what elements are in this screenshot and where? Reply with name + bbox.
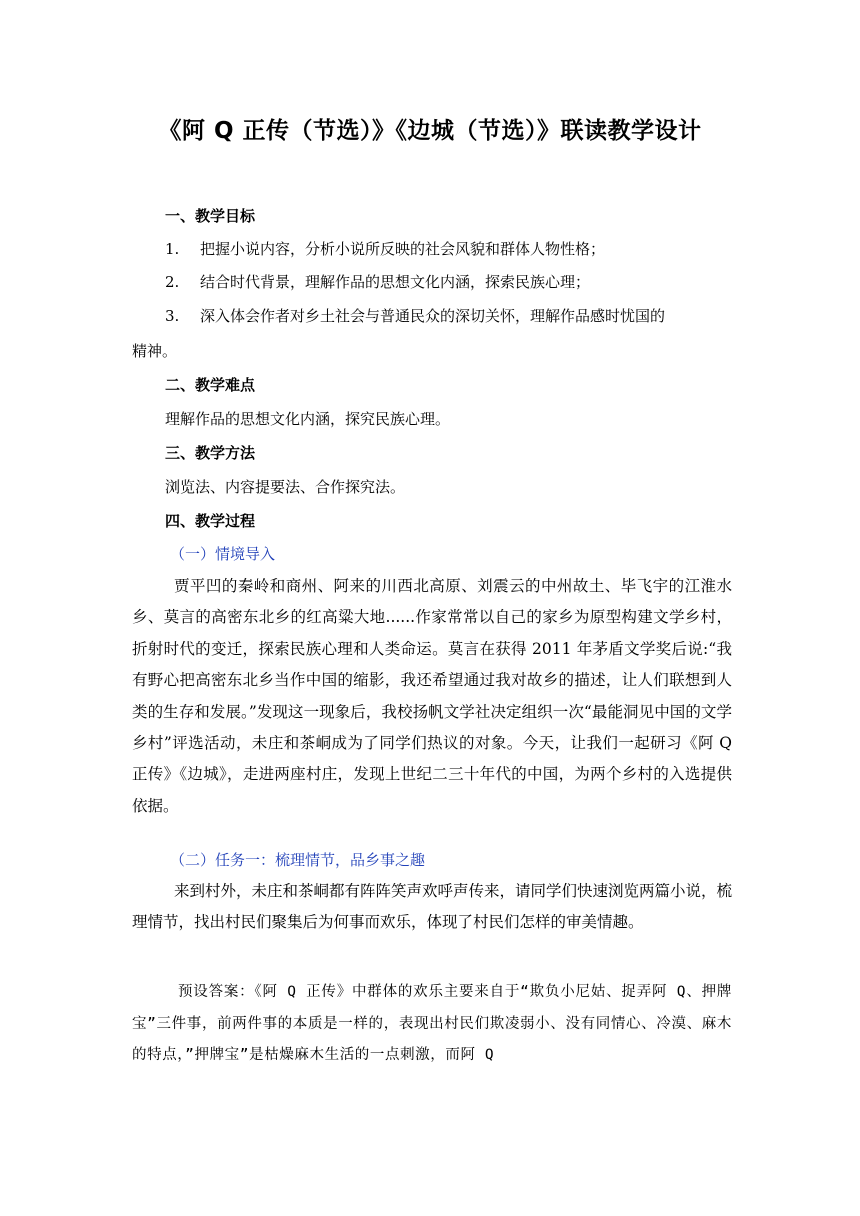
- subheading-task-one: （二）任务一：梳理情节，品乡事之趣: [170, 851, 426, 869]
- goal-item-2-number: 2.: [165, 273, 180, 291]
- goal-item-1-number: 1.: [165, 240, 180, 258]
- heading-teaching-process: 四、教学过程: [165, 512, 256, 530]
- heading-teaching-difficulty: 二、教学难点: [165, 376, 256, 394]
- heading-teaching-methods: 三、教学方法: [165, 444, 256, 462]
- subheading-scenario-intro: （一）情境导入: [170, 545, 276, 563]
- document-title: 《阿 Q 正传（节选）》《边城（节选）》联读教学设计: [158, 118, 702, 144]
- goal-item-3-continuation: 精神。: [132, 342, 178, 360]
- paragraph-task-one: 来到村外，未庄和茶峒都有阵阵笑声欢呼声传来，请同学们快速浏览两篇小说，梳理情节，找出村民们聚集后为何事而欢乐，体现了村民们怎样的审美情趣。: [132, 882, 733, 932]
- paragraph-preset-answer: 预设答案：《阿 Q 正传》中群体的欢乐主要来自于“欺负小尼姑、捉弄阿 Q、押牌宝”三件事，前两件事的本质是一样的，表现出村民们欺凌弱小、没有同情心、冷漠、麻木的特点，”押牌宝”是枯燥麻木生活的一点刺激，而阿 Q: [132, 984, 732, 1063]
- goal-item-3-text: 深入体会作者对乡土社会与普通民众的深切关怀，理解作品感时忧国的: [200, 307, 666, 325]
- teaching-difficulty-text: 理解作品的思想文化内涵，探究民族心理。: [165, 410, 451, 428]
- teaching-methods-text: 浏览法、内容提要法、合作探究法。: [165, 478, 406, 496]
- goal-item-2-text: 结合时代背景，理解作品的思想文化内涵，探索民族心理；: [200, 273, 591, 291]
- heading-teaching-goals: 一、教学目标: [165, 207, 256, 225]
- goal-item-1-text: 把握小说内容，分析小说所反映的社会风貌和群体人物性格；: [200, 240, 606, 258]
- goal-item-3-number: 3.: [165, 307, 180, 325]
- goal-item-1: [165, 238, 605, 259]
- goal-item-3: [165, 305, 665, 326]
- goal-item-2: [165, 271, 590, 292]
- paragraph-scenario-intro: 贾平凹的秦岭和商州、阿来的川西北高原、刘震云的中州故土、毕飞宇的江淮水乡、莫言的高密东北乡的红高粱大地......作家常常以自己的家乡为原型构建文学乡村，折射时代的变迁，探索民族心理和人类命运。莫言在获得 2011 年茅盾文学奖后说:“我有野心把高密东北乡当作中国的缩影，我还希望通过我对故乡的描述，让人们联想到人类的生存和发展。”发现这一现象后，我校扬帆文学社决定组织一次“最能洞见中国的文学乡村”评选活动，未庄和茶峒成为了同学们热议的对象。今天，让我们一起研习《阿 Q 正传》《边城》，走进两座村庄，发现上世纪二三十年代的中国，为两个乡村的入选提供依据。: [132, 577, 732, 815]
